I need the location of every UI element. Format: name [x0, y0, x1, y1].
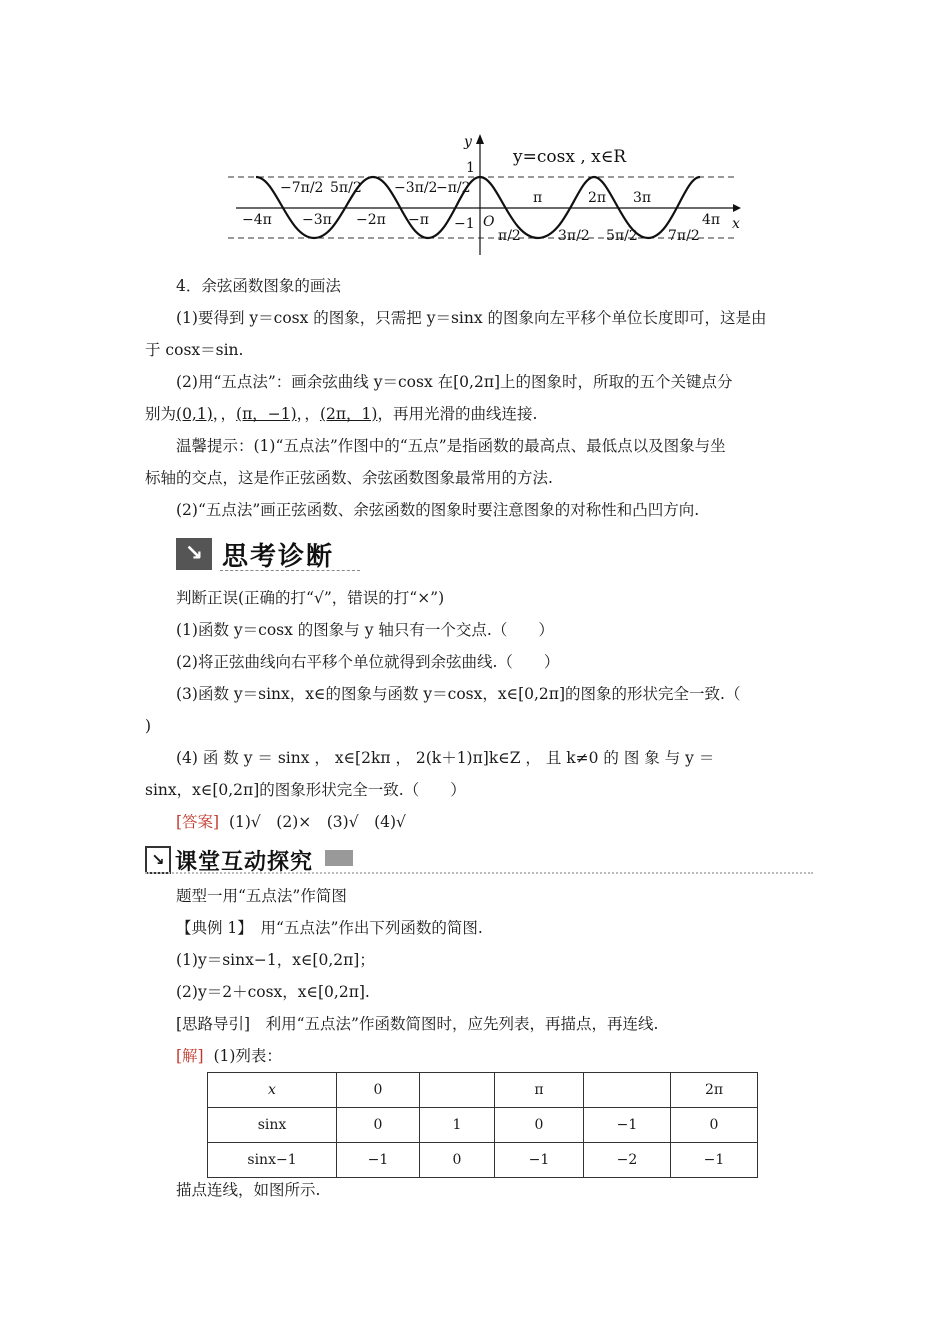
paragraph: (1)要得到 y＝cosx 的图象，只需把 y＝sinx 的图象向左平移个单位长度即可，这是由: [176, 309, 767, 327]
answer-label: [答案]: [176, 813, 220, 831]
key-point: (2π，1): [319, 405, 378, 423]
table-cell: −2: [584, 1143, 671, 1178]
divider: [145, 872, 813, 874]
table-cell: sinx: [208, 1108, 337, 1143]
text: ，再用光滑的曲线连接.: [377, 405, 538, 423]
paragraph: 描点连线，如图所示.: [176, 1181, 321, 1199]
table-cell: sinx−1: [208, 1143, 337, 1178]
origin-label: O: [483, 214, 495, 230]
tick-top: 5π/2: [330, 180, 362, 196]
instruction: 判断正误(正确的打“√”，错误的打“×”): [176, 589, 445, 607]
table-cell: 0: [337, 1073, 420, 1108]
table-cell: 0: [495, 1108, 584, 1143]
table-cell: 0: [420, 1143, 495, 1178]
tip: 温馨提示：(1)“五点法”作图中的“五点”是指函数的最高点、最低点以及图象与坐: [176, 437, 726, 455]
table-row: [208, 1073, 758, 1108]
section-banner-think: [176, 534, 366, 574]
tick-top: π: [533, 190, 543, 206]
example-heading: 【典例 1】 用“五点法”作出下列函数的简图.: [176, 919, 483, 937]
banner-title: 课堂互动探究: [175, 850, 314, 875]
x-axis-arrow: [733, 204, 741, 212]
table-cell: 0: [671, 1108, 758, 1143]
cosine-graph: [228, 130, 753, 255]
question: (1)函数 y＝cosx 的图象与 y 轴只有一个交点.（ ）: [176, 621, 554, 639]
paragraph: 于 cosx＝sin.: [145, 341, 244, 359]
function: (1)y＝sinx−1，x∈[0,2π]；: [176, 951, 375, 969]
question: sinx，x∈[0,2π]的图象形状完全一致.（ ）: [145, 781, 466, 799]
solution-label: [解]: [176, 1047, 204, 1065]
tick-top: 3π: [633, 190, 652, 206]
tick-bottom: −3π: [302, 212, 332, 228]
table-cell: π: [495, 1073, 584, 1108]
key-point: (π，−1): [236, 405, 297, 423]
tick-top: −3π/2: [394, 180, 438, 196]
question: ): [145, 717, 152, 735]
neg-one-label: −1: [454, 216, 475, 232]
tick-bottom: 5π/2: [606, 228, 638, 244]
table-cell: −1: [495, 1143, 584, 1178]
divider: [220, 570, 360, 571]
tick-bottom: −2π: [356, 212, 386, 228]
key-point: (0,1): [176, 405, 213, 423]
one-label: 1: [466, 160, 475, 176]
table-row: [208, 1108, 758, 1143]
section-title: 4．余弦函数图象的画法: [176, 277, 341, 295]
answer: [176, 812, 406, 832]
x-axis-label: x: [732, 216, 740, 232]
table-cell: 1: [420, 1108, 495, 1143]
value-table: [207, 1072, 758, 1178]
banner-title: 思考诊断: [222, 542, 335, 572]
table-cell: 0: [337, 1108, 420, 1143]
tip: 标轴的交点，这是作正弦函数、余弦函数图象最常用的方法.: [145, 469, 553, 487]
table-cell: 2π: [671, 1073, 758, 1108]
y-axis-arrow: [476, 134, 484, 144]
answer-text: (1)√ (2)× (3)√ (4)√: [228, 813, 406, 831]
tick-bottom: 4π: [702, 212, 721, 228]
table-cell: [420, 1073, 495, 1108]
paragraph: [145, 404, 537, 424]
table-cell: −1: [337, 1143, 420, 1178]
text: ，，: [296, 405, 320, 423]
table-cell: [584, 1073, 671, 1108]
function: (2)y＝2＋cosx，x∈[0,2π].: [176, 983, 370, 1001]
arrow-icon: ↘: [176, 538, 212, 570]
tick-top: −7π/2: [280, 180, 324, 196]
tick-bottom: π/2: [498, 228, 521, 244]
question: (3)函数 y＝sinx，x∈的图象与函数 y＝cosx，x∈[0,2π]的图象的形状完全一致.（: [176, 685, 741, 703]
text: ，，: [212, 405, 237, 423]
tip: (2)“五点法”画正弦函数、余弦函数的图象时要注意图象的对称性和凸凹方向.: [176, 501, 700, 519]
table-row: [208, 1143, 758, 1178]
tick-bottom: 3π/2: [558, 228, 590, 244]
tick-bottom: −π: [408, 212, 429, 228]
tick-bottom: 7π/2: [668, 228, 700, 244]
table-cell: −1: [671, 1143, 758, 1178]
banner-decoration: [325, 850, 353, 866]
question: (4) 函 数 y ＝ sinx ， x∈[2kπ ， 2(k＋1)π]k∈Z ， 且 k≠0 的 图 象 与 y ＝: [176, 749, 715, 767]
solution-text: (1)列表：: [213, 1047, 282, 1065]
tick-top: 2π: [588, 190, 607, 206]
section-banner-class: [145, 842, 815, 874]
question: (2)将正弦曲线向右平移个单位就得到余弦曲线.（ ）: [176, 653, 560, 671]
arrow-icon: ↘: [145, 846, 171, 874]
tick-top: −π/2: [436, 180, 471, 196]
y-axis-label: y: [464, 134, 472, 150]
tick-bottom: −4π: [242, 212, 272, 228]
question-type: 题型一用“五点法”作简图: [176, 887, 347, 905]
table-cell: −1: [584, 1108, 671, 1143]
graph-label: y=cosx , x∈R: [513, 147, 627, 167]
solution: [176, 1046, 282, 1066]
hint: [思路导引] 利用“五点法”作函数简图时，应先列表，再描点，再连线.: [176, 1015, 659, 1033]
paragraph: (2)用“五点法”：画余弦曲线 y＝cosx 在[0,2π]上的图象时，所取的五个关键点分: [176, 373, 733, 391]
text: 别为: [145, 405, 177, 423]
table-cell: x: [208, 1073, 337, 1108]
